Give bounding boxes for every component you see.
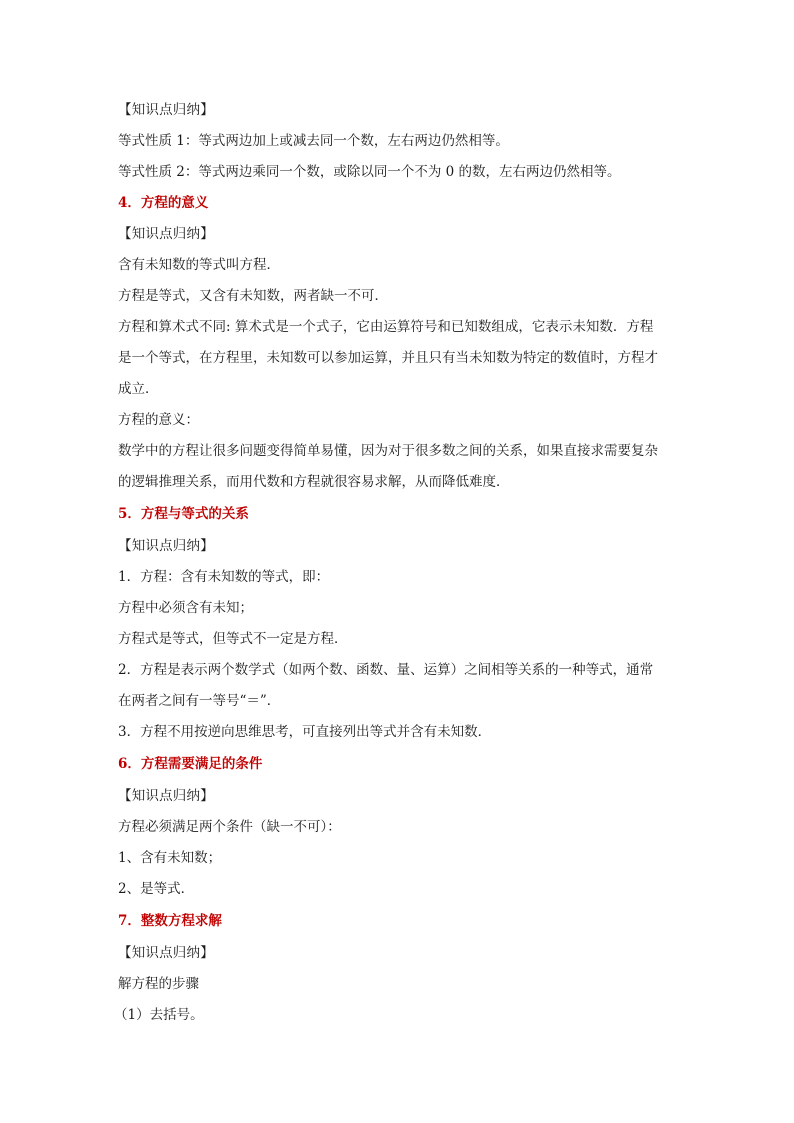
section-tag: 【知识点归纳】 (118, 945, 214, 961)
section-heading: 5．方程与等式的关系 (118, 506, 249, 522)
paragraph-line: 是一个等式，在方程里，未知数可以参加运算，并且只有当未知数为特定的数值时，方程才 (118, 350, 658, 366)
paragraph-line: 数学中的方程让很多问题变得简单易懂，因为对于很多数之间的关系，如果直接求需要复杂 (118, 443, 658, 459)
paragraph-line: 方程和算术式不同: 算术式是一个式子，它由运算符号和已知数组成，它表示未知数．方程 (118, 319, 654, 335)
paragraph-line: 方程的意义： (118, 412, 199, 428)
paragraph-line: （1）去括号。 (114, 1007, 204, 1023)
paragraph-line: 2、是等式． (118, 881, 195, 897)
paragraph-line: 含有未知数的等式叫方程． (118, 257, 280, 273)
section-heading: 4．方程的意义 (118, 195, 209, 211)
paragraph-line: 1、含有未知数； (118, 850, 222, 866)
paragraph-line: 3．方程不用按逆向思维思考，可直接列出等式并含有未知数． (118, 724, 492, 740)
paragraph-line: 成立． (118, 381, 159, 397)
paragraph-line: 等式性质 2：等式两边乘同一个数，或除以同一个不为 0 的数，左右两边仍然相等。 (118, 164, 621, 180)
paragraph-line: 方程式是等式，但等式不一定是方程． (118, 631, 348, 647)
paragraph-line: 1．方程：含有未知数的等式，即： (118, 569, 330, 585)
paragraph-line: 等式性质 1：等式两边加上或减去同一个数，左右两边仍然相等。 (118, 133, 509, 149)
section-heading: 6．方程需要满足的条件 (118, 756, 263, 772)
section-tag: 【知识点归纳】 (118, 538, 214, 554)
paragraph-line: 解方程的步骤 (118, 976, 199, 992)
section-tag: 【知识点归纳】 (118, 226, 214, 242)
paragraph-line: 2．方程是表示两个数学式（如两个数、函数、量、运算）之间相等关系的一种等式，通常 (118, 662, 654, 678)
paragraph-line: 方程是等式，又含有未知数，两者缺一不可． (118, 288, 388, 304)
section-tag: 【知识点归纳】 (118, 102, 214, 118)
paragraph-line: 在两者之间有一等号“＝”． (118, 693, 281, 709)
section-heading: 7．整数方程求解 (118, 913, 222, 929)
paragraph-line: 的逻辑推理关系，而用代数和方程就很容易求解，从而降低难度． (118, 474, 510, 490)
section-tag: 【知识点归纳】 (118, 788, 214, 804)
paragraph-line: 方程必须满足两个条件（缺一不可）： (118, 819, 341, 835)
paragraph-line: 方程中必须含有未知； (118, 600, 253, 616)
